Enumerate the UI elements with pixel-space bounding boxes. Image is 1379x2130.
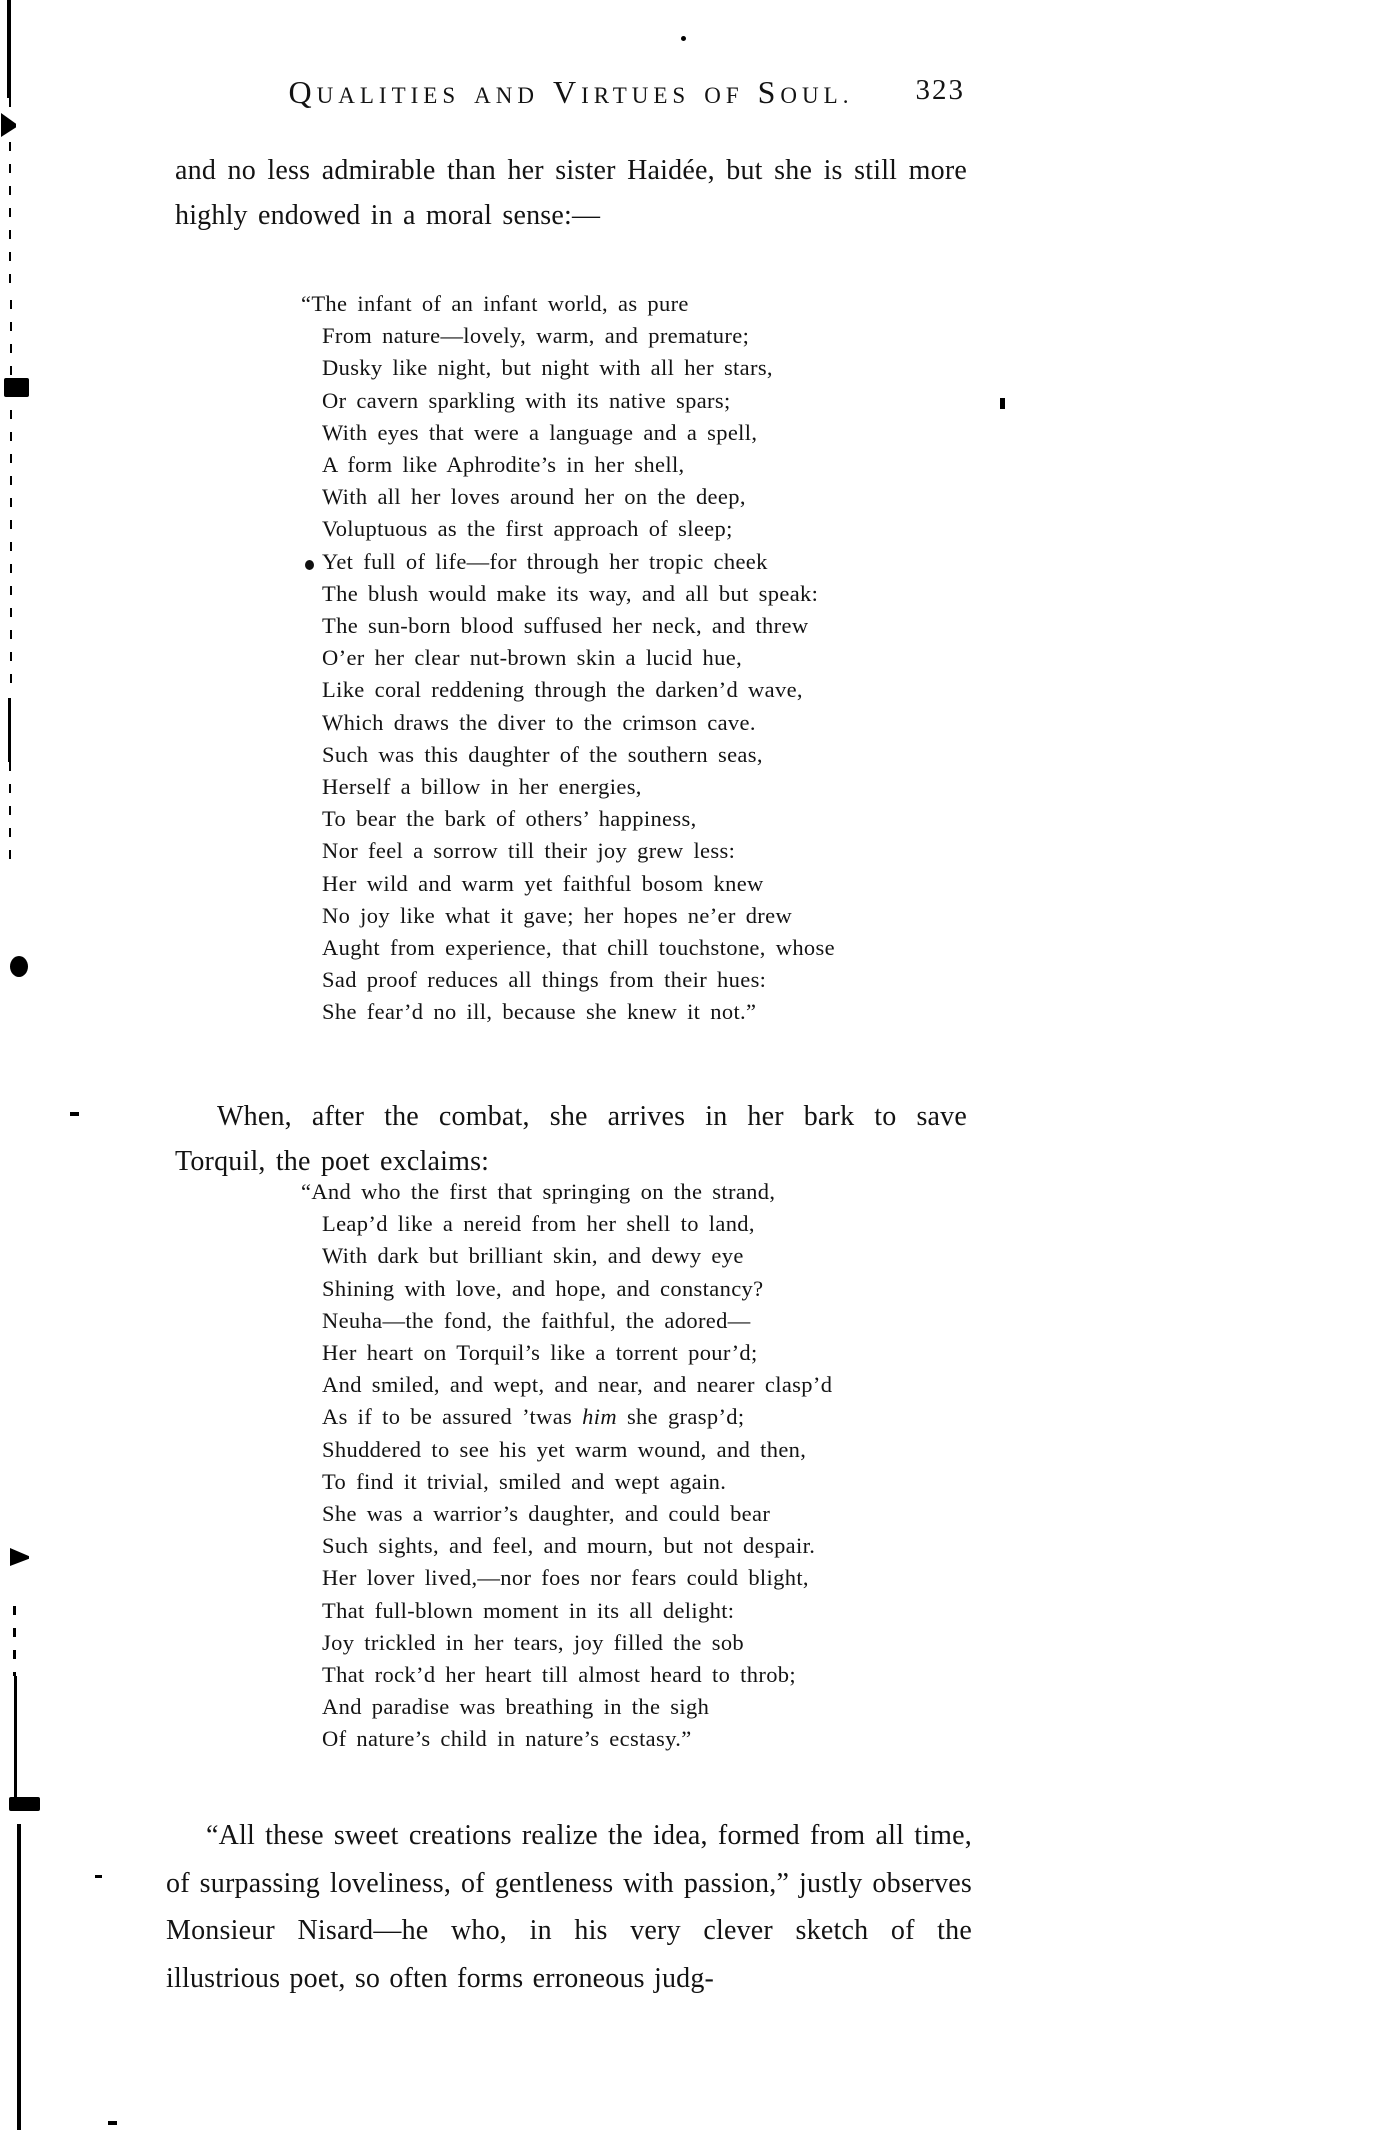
scan-artifact [4,378,29,397]
scan-artifact [17,1824,21,2130]
scan-artifact [14,1676,17,1800]
scan-artifact [9,1797,40,1811]
poem-line: That rock’d her heart till almost heard to throb; [322,1662,797,1688]
title-word: AND [474,83,539,108]
scan-artifact [13,1606,16,1676]
paragraph-intro: and no less admirable than her sister Haidée, but she is still more highly endowed in a moral sense:— [175,155,967,231]
poem-line: O’er her clear nut-brown skin a lucid hue, [322,645,743,671]
poem-line: And smiled, and wept, and near, and nearer clasp’d [322,1372,833,1398]
poem-line: Nor feel a sorrow till their joy grew less: [322,838,736,864]
poem-line: A form like Aphrodite’s in her shell, [322,452,685,478]
poem-line: With dark but brilliant skin, and dewy eye [322,1243,744,1269]
poem-line: The sun-born blood suffused her neck, and threw [322,613,809,639]
scan-artifact [1000,398,1005,409]
poem-line: Joy trickled in her tears, joy filled the sob [322,1629,745,1655]
scan-artifact [10,300,12,695]
poem-line: Which draws the diver to the crimson cave. [322,709,756,735]
title-word: SOUL. [757,74,854,110]
poem-line: Dusky like night, but night with all her stars, [322,355,773,381]
poem-line: That full-blown moment in its all delight: [322,1597,735,1623]
scan-artifact [10,956,28,977]
poem-line: And paradise was breathing in the sigh [322,1694,710,1720]
poem-line: No joy like what it gave; her hopes ne’er drew [322,902,793,928]
poem-line: Her wild and warm yet faithful bosom knew [322,870,764,896]
poem-line: Her lover lived,—nor foes nor fears could blight, [322,1565,809,1591]
poem-line: Shining with love, and hope, and constancy? [322,1275,764,1301]
poem-line: Such was this daughter of the southern seas, [322,741,763,767]
poem-block-the-island-1 [301,288,1002,1029]
scan-artifact [681,36,686,41]
page-title [175,74,967,111]
scan-artifact [8,698,11,762]
poem-line: “And who the first that springing on the strand, [301,1179,776,1204]
title-word: VIRTUES [552,74,691,110]
poem-line: Leap’d like a nereid from her shell to land, [322,1211,755,1237]
poem-line: Yet full of life—for through her tropic cheek [322,546,1002,578]
poem-line: As if to be assured ’twas him she grasp’d; [322,1404,745,1430]
poem-line: Sad proof reduces all things from their hues: [322,967,767,993]
poem-block-the-island-2 [301,1176,1002,1756]
poem-line: Her heart on Torquil’s like a torrent pour’d; [322,1340,758,1366]
poem-line: The blush would make its way, and all but speak: [322,580,819,606]
poem-line: From nature—lovely, warm, and premature; [322,323,750,349]
scan-artifact [95,1875,102,1878]
poem-line: Aught from experience, that chill touchstone, whose [322,935,835,961]
poem-line: With all her loves around her on the deep, [322,484,746,510]
paragraph-nisard-quote: “All these sweet creations realize the idea, formed from all time, of surpassing loveliness, of gentleness with passion,” justly observes Monsieur Nisard—he who, in his very clever sketch of the illustrious poet, so often forms erroneous judg- [166,1820,972,1994]
poem-line: Neuha—the fond, the faithful, the adored— [322,1307,751,1333]
poem-line: She fear’d no ill, because she knew it not.” [322,999,757,1025]
poem-line: Shuddered to see his yet warm wound, and then, [322,1436,807,1462]
poem-line: Voluptuous as the first approach of sleep; [322,516,733,542]
poem-line: Like coral reddening through the darken’d wave, [322,677,803,703]
poem-line: Such sights, and feel, and mourn, but not despair. [322,1533,816,1559]
page-number: 323 [915,74,965,106]
paragraph-when-after-combat: When, after the combat, she arrives in her bark to save Torquil, the poet exclaims: [175,1101,967,1177]
scan-artifact [9,762,11,872]
poem-line: She was a warrior’s daughter, and could bear [322,1501,771,1527]
title-word: OF [704,83,744,108]
page-header [175,74,967,114]
scan-artifact [70,1112,79,1116]
title-word: QUALITIES [288,74,461,110]
poem-line: Or cavern sparkling with its native spars; [322,387,731,413]
scan-artifact [7,0,11,98]
scan-artifact [108,2121,117,2125]
poem-line: “The infant of an infant world, as pure [301,291,689,316]
poem-line: To find it trivial, smiled and wept again. [322,1468,727,1494]
poem-line: To bear the bark of others’ happiness, [322,806,697,832]
poem-line: With eyes that were a language and a spell, [322,419,758,445]
scan-artifact [10,1548,29,1566]
poem-line: Herself a billow in her energies, [322,774,642,800]
poem-line: Of nature’s child in nature’s ecstasy.” [322,1726,692,1752]
